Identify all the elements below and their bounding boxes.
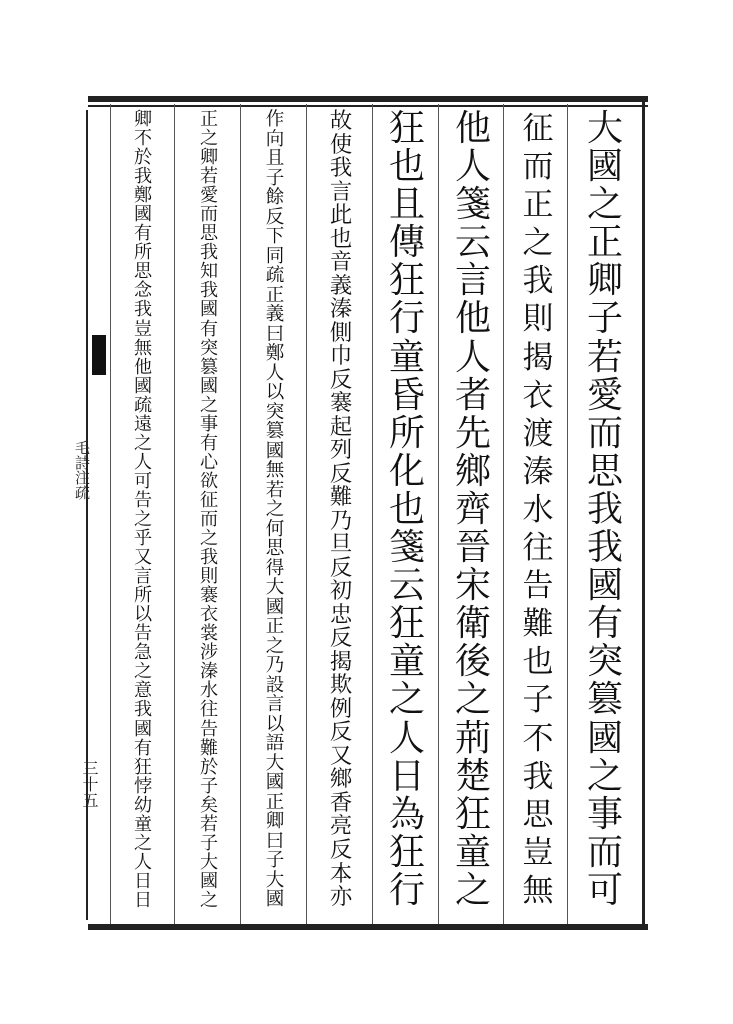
character: 我: [133, 699, 153, 721]
character: 水: [522, 491, 554, 528]
character: 曰: [265, 323, 285, 345]
character: 亦: [329, 884, 353, 911]
character: 人: [265, 362, 285, 384]
character: 有: [133, 223, 153, 245]
character: 國: [586, 565, 623, 607]
character: 我: [133, 299, 153, 321]
character: 反: [329, 625, 353, 652]
character: 正: [199, 109, 219, 130]
character: 後: [454, 641, 491, 683]
character: 國: [586, 717, 623, 759]
character: 下: [265, 226, 285, 247]
character: 之: [199, 128, 219, 150]
character: 反: [329, 366, 353, 393]
character: 思: [522, 796, 554, 833]
character: 行: [388, 298, 425, 340]
character: 所: [388, 412, 425, 454]
character: 行: [388, 869, 425, 911]
character: 之: [522, 225, 554, 262]
character: 先: [454, 412, 491, 454]
character: 愛: [586, 374, 623, 416]
character: 事: [586, 793, 623, 835]
character: 化: [388, 450, 425, 492]
character: 若: [199, 813, 219, 835]
character: 我: [199, 280, 219, 302]
character: 狂: [388, 260, 425, 302]
column-divider: [306, 104, 307, 924]
character: 我: [586, 527, 623, 569]
character: 忠: [329, 601, 353, 628]
character: 揭: [522, 339, 554, 376]
character: 而: [199, 508, 219, 530]
right-border: [642, 96, 645, 930]
column-divider: [174, 104, 175, 924]
character: 難: [522, 606, 554, 643]
character: 於: [199, 756, 219, 778]
character: 可: [133, 470, 153, 492]
character: 而: [586, 831, 623, 873]
character: 國: [133, 204, 153, 226]
character: 往: [522, 530, 554, 567]
character: 例: [329, 695, 353, 722]
character: 突: [265, 401, 285, 423]
character: 他: [133, 356, 153, 378]
character: 我: [199, 242, 219, 264]
character: 餘: [265, 187, 285, 208]
character: 突: [586, 641, 623, 683]
character: 國: [133, 718, 153, 740]
character: 為: [388, 793, 425, 835]
character: 人: [133, 451, 153, 473]
character: 疏: [265, 265, 285, 286]
character: 鄉: [454, 450, 491, 492]
character: 正: [586, 222, 623, 264]
character: 巾: [329, 343, 353, 370]
character: 事: [199, 413, 219, 435]
character: 之: [199, 528, 219, 550]
character: 正: [265, 791, 285, 813]
character: 之: [133, 432, 153, 454]
character: 思: [133, 261, 153, 283]
character: 之: [133, 508, 153, 530]
character: 晉: [454, 527, 491, 569]
character: 曰: [265, 830, 285, 852]
character: 者: [454, 374, 491, 416]
character: 告: [199, 718, 219, 740]
character: 使: [329, 131, 353, 158]
character: 大: [265, 752, 285, 774]
character: 狂: [388, 831, 425, 873]
character: 此: [329, 202, 353, 229]
character: 卿: [133, 109, 153, 130]
character: 無: [522, 872, 554, 909]
character: 無: [265, 460, 285, 481]
character: 乃: [265, 655, 285, 676]
character: 狂: [133, 756, 153, 778]
character: 之: [199, 394, 219, 416]
character: 疏: [133, 394, 153, 416]
character: 無: [133, 337, 153, 359]
text-column: [244, 110, 306, 910]
character: 何: [265, 518, 285, 540]
character: 也: [329, 225, 353, 252]
character: 有: [199, 318, 219, 340]
character: 且: [265, 148, 285, 169]
character: 人: [133, 851, 153, 873]
character: 遠: [133, 413, 153, 435]
character: 我: [586, 488, 623, 530]
character: 人: [454, 146, 491, 188]
character: 我: [522, 263, 554, 300]
column-divider: [372, 104, 373, 924]
character: 衣: [522, 377, 554, 414]
character: 難: [199, 737, 219, 759]
character: 日: [388, 755, 425, 797]
character: 我: [522, 758, 554, 795]
text-column: [178, 110, 240, 910]
character: 國: [265, 772, 285, 793]
character: 卿: [199, 147, 219, 169]
character: 大: [586, 108, 623, 149]
character: 可: [586, 869, 623, 911]
character: 豈: [522, 834, 554, 871]
character: 旦: [329, 531, 353, 558]
character: 又: [133, 547, 153, 569]
character: 大: [265, 869, 285, 891]
character: 國: [265, 440, 285, 462]
character: 知: [199, 261, 219, 283]
character: 褰: [329, 390, 353, 417]
character: 正: [265, 284, 285, 306]
character: 箋: [388, 527, 425, 569]
character: 若: [586, 336, 623, 378]
character: 子: [522, 682, 554, 719]
character: 人: [454, 336, 491, 378]
character: 欲: [199, 470, 219, 492]
character: 揭: [329, 648, 353, 675]
character: 之: [199, 889, 219, 911]
character: 幼: [133, 794, 153, 816]
character: 狂: [388, 603, 425, 645]
character: 童: [388, 641, 425, 683]
text-column: [112, 110, 174, 910]
character: 之: [454, 679, 491, 721]
character: 子: [199, 775, 219, 797]
character: 有: [586, 603, 623, 645]
character: 人: [388, 717, 425, 759]
character: 反: [329, 554, 353, 581]
character: 列: [329, 437, 353, 464]
character: 之: [586, 755, 623, 797]
character: 昏: [388, 374, 425, 416]
character: 褰: [199, 585, 219, 607]
character: 而: [586, 412, 623, 454]
character: 於: [133, 147, 153, 169]
character: 心: [199, 451, 219, 473]
character: 則: [199, 566, 219, 588]
character: 狂: [454, 793, 491, 835]
character: 欺: [329, 672, 353, 699]
character: 告: [522, 568, 554, 605]
character: 起: [329, 413, 353, 440]
character: 作: [265, 109, 285, 130]
character: 征: [522, 111, 554, 147]
character: 亮: [329, 813, 353, 840]
character: 反: [265, 206, 285, 228]
character: 國: [199, 375, 219, 397]
character: 言: [454, 260, 491, 302]
character: 愛: [199, 185, 219, 207]
character: 之: [265, 499, 285, 520]
character: 之: [265, 635, 285, 657]
character: 荊: [454, 717, 491, 759]
character: 所: [133, 585, 153, 607]
character: 鄉: [329, 766, 353, 793]
character: 篡: [586, 679, 623, 721]
character: 不: [133, 128, 153, 150]
character: 楚: [454, 755, 491, 797]
character: 本: [329, 860, 353, 887]
character: 義: [265, 304, 285, 325]
character: 子: [265, 167, 285, 189]
text-column: [376, 110, 438, 910]
character: 渡: [522, 415, 554, 452]
character: 悖: [133, 775, 153, 797]
character: 有: [199, 432, 219, 454]
character: 我: [199, 547, 219, 569]
text-column: [442, 110, 504, 910]
character: 子: [586, 298, 623, 340]
character: 子: [199, 832, 219, 854]
character: 語: [265, 733, 285, 754]
character: 得: [265, 557, 285, 579]
character: 突: [199, 337, 219, 359]
character: 鄭: [133, 185, 153, 207]
character: 而: [199, 204, 219, 226]
character: 也: [522, 644, 554, 681]
character: 反: [329, 836, 353, 863]
character: 也: [388, 488, 425, 530]
character: 乎: [133, 528, 153, 550]
character: 言: [265, 694, 285, 715]
character: 所: [133, 242, 153, 264]
character: 齊: [454, 488, 491, 530]
character: 之: [454, 869, 491, 911]
character: 以: [265, 382, 285, 403]
character: 童: [133, 813, 153, 835]
column-divider: [438, 104, 439, 924]
character: 正: [522, 187, 554, 224]
character: 思: [199, 223, 219, 245]
character: 反: [329, 460, 353, 487]
character: 音: [329, 249, 353, 276]
character: 國: [265, 889, 285, 910]
character: 正: [265, 616, 285, 637]
character: 初: [329, 578, 353, 605]
character: 篡: [199, 356, 219, 378]
character: 急: [133, 642, 153, 664]
page-number: 三十五: [80, 760, 99, 808]
character: 溱: [522, 453, 554, 490]
character: 日: [133, 889, 153, 911]
character: 也: [388, 146, 425, 188]
character: 不: [522, 720, 554, 757]
character: 則: [522, 301, 554, 338]
character: 子: [265, 850, 285, 871]
character: 若: [265, 479, 285, 501]
character: 言: [329, 178, 353, 205]
character: 香: [329, 789, 353, 816]
character: 我: [329, 155, 353, 182]
character: 溱: [199, 661, 219, 683]
character: 告: [133, 623, 153, 645]
character: 以: [265, 713, 285, 735]
character: 征: [199, 489, 219, 511]
character: 言: [133, 566, 153, 588]
character: 狂: [388, 108, 425, 149]
text-column: [310, 110, 372, 910]
character: 國: [133, 375, 153, 397]
character: 云: [454, 222, 491, 264]
character: 往: [199, 699, 219, 721]
character: 溱: [329, 296, 353, 323]
character: 宋: [454, 565, 491, 607]
fold-mark: [92, 335, 106, 375]
text-column: [572, 110, 638, 910]
character: 有: [133, 737, 153, 759]
column-divider: [240, 104, 241, 924]
character: 意: [133, 680, 153, 702]
character: 云: [388, 565, 425, 607]
character: 側: [329, 319, 353, 346]
character: 而: [522, 149, 554, 186]
character: 大: [265, 577, 285, 598]
character: 又: [329, 742, 353, 769]
character: 矣: [199, 794, 219, 816]
character: 向: [265, 128, 285, 150]
character: 乃: [329, 507, 353, 534]
character: 國: [586, 146, 623, 188]
character: 反: [329, 719, 353, 746]
character: 國: [199, 870, 219, 892]
character: 國: [265, 596, 285, 618]
character: 水: [199, 680, 219, 702]
character: 思: [265, 538, 285, 559]
character: 告: [133, 489, 153, 511]
character: 他: [454, 298, 491, 340]
character: 日: [133, 870, 153, 892]
top-border-thick: [88, 96, 648, 102]
character: 同: [265, 245, 285, 267]
character: 箋: [454, 184, 491, 226]
character: 念: [133, 280, 153, 302]
character: 童: [454, 831, 491, 873]
character: 大: [199, 851, 219, 873]
character: 衣: [199, 604, 219, 626]
character: 設: [265, 674, 285, 696]
character: 之: [586, 184, 623, 226]
character: 之: [388, 679, 425, 721]
character: 他: [454, 108, 491, 149]
character: 篡: [265, 421, 285, 442]
character: 若: [199, 166, 219, 188]
character: 衛: [454, 603, 491, 645]
character: 義: [329, 272, 353, 299]
character: 鄭: [265, 343, 285, 364]
character: 故: [329, 108, 353, 134]
character: 豈: [133, 318, 153, 340]
character: 以: [133, 604, 153, 626]
character: 傳: [388, 222, 425, 264]
text-column: [508, 110, 568, 910]
bottom-border: [88, 924, 648, 930]
character: 難: [329, 484, 353, 511]
margin-label: 毛詩注疏: [73, 440, 91, 500]
character: 裳: [199, 623, 219, 645]
character: 卿: [586, 260, 623, 302]
character: 我: [133, 166, 153, 188]
character: 國: [199, 299, 219, 321]
character: 之: [133, 661, 153, 683]
character: 思: [586, 450, 623, 492]
column-divider: [110, 104, 111, 924]
character: 涉: [199, 642, 219, 664]
character: 童: [388, 336, 425, 378]
character: 之: [133, 832, 153, 854]
character: 且: [388, 184, 425, 226]
character: 卿: [265, 811, 285, 832]
top-border-thin: [88, 105, 648, 107]
